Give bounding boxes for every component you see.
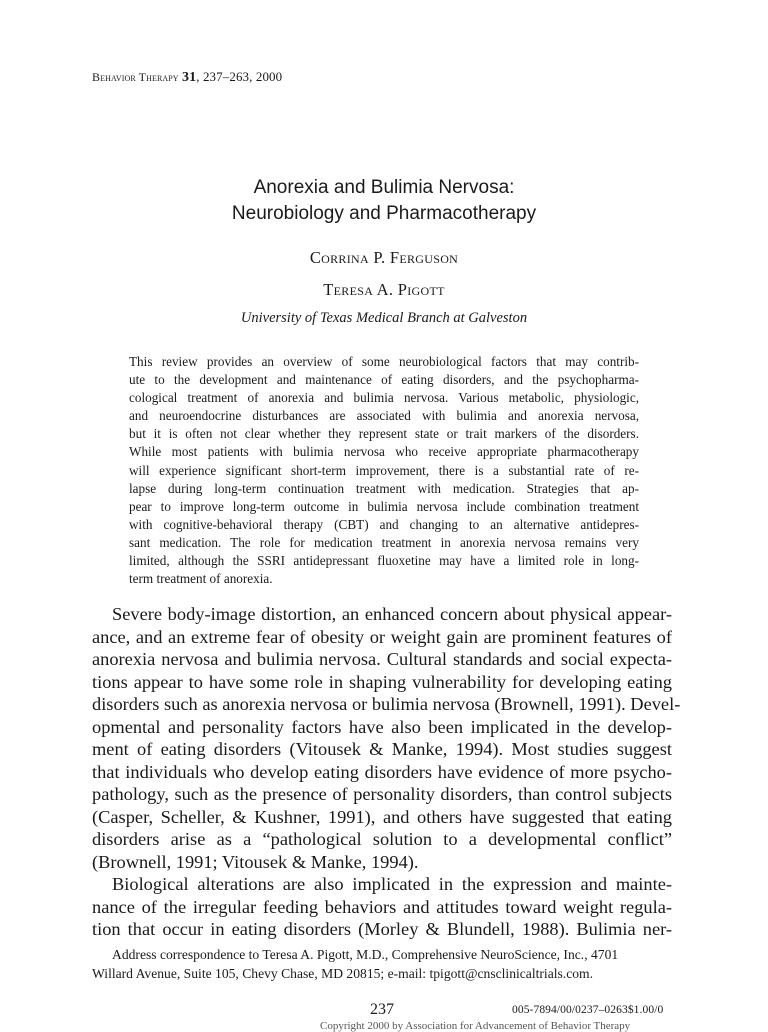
abstract-line: with cognitive-behavioral therapy (CBT) and changing to an alternative antidepres-: [129, 516, 639, 532]
abstract-line: and neuroendocrine disturbances are associated with bulimia and anorexia nervosa,: [129, 408, 639, 424]
footnote-line: Address correspondence to Teresa A. Pigott, M.D., Comprehensive NeuroScience, Inc., 4701: [112, 947, 619, 962]
abstract-line: While most patients with bulimia nervosa who receive appropriate pharmacotherapy: [129, 444, 639, 460]
author-1: Corrina P. Ferguson: [309, 248, 459, 267]
abstract-line: but it is often not clear whether they represent state or trait markers of the disorders.: [129, 426, 639, 442]
body-line: opmental and personality factors have also been implicated in the develop-: [92, 716, 672, 737]
article-identifier: 005-7894/00/0237–0263$1.00/0: [512, 1004, 664, 1016]
article-title-line-2: Neurobiology and Pharmacotherapy: [231, 203, 537, 224]
correspondence-footnote: [92, 945, 672, 983]
footnote-line: Willard Avenue, Suite 105, Chevy Chase, MD 20815; e-mail: tpigott@cnsclinicaltrials.com.: [92, 966, 594, 981]
body-line: tion that occur in eating disorders (Morley & Blundell, 1988). Bulimia ner-: [92, 919, 672, 939]
body-line: (Casper, Scheller, & Kushner, 1991), and others have suggested that eating: [92, 806, 672, 827]
body-line: ment of eating disorders (Vitousek & Manke, 1994). Most studies suggest: [92, 739, 672, 759]
body-line: ance, and an extreme fear of obesity or weight gain are prominent features of: [92, 626, 672, 647]
abstract-line: lapse during long-term continuation treatment with medication. Strategies that ap-: [129, 480, 639, 496]
abstract-line: sant medication. The role for medication treatment in anorexia nervosa remains very: [129, 534, 639, 550]
article-title: [0, 175, 768, 227]
abstract-line: This review provides an overview of some neurobiological factors that may contrib-: [129, 354, 639, 369]
body-line: nance of the irregular feeding behaviors and attitudes toward weight regula-: [92, 896, 672, 917]
abstract-line: cological treatment of anorexia and bulimia nervosa. Various metabolic, physiologic,: [129, 390, 639, 406]
abstract-line: pear to improve long-term outcome in bulimia nervosa include combination treatment: [129, 498, 639, 514]
author-2: Teresa A. Pigott: [323, 280, 445, 299]
author-affiliation: University of Texas Medical Branch at Galveston: [240, 310, 528, 326]
abstract-line: limited, although the SSRI antidepressant fluoxetine may have a limited role in long-: [129, 553, 639, 569]
body-line: pathology, such as the presence of personality disorders, than control subjects: [92, 784, 672, 804]
abstract: [129, 353, 639, 588]
abstract-line: ute to the development and maintenance of eating disorders, and the psychopharma-: [129, 372, 639, 388]
body-line: (Brownell, 1991; Vitousek & Manke, 1994).: [92, 851, 419, 872]
body-line: that individuals who develop eating disorders have evidence of more psycho-: [92, 761, 672, 782]
body-line: tions appear to have some role in shaping vulnerability for developing eating: [92, 671, 672, 692]
running-header: [92, 69, 282, 86]
article-title-line-1: Anorexia and Bulimia Nervosa:: [253, 177, 515, 198]
body-text: [92, 603, 681, 941]
abstract-line: term treatment of anorexia.: [129, 571, 273, 587]
body-line: anorexia nervosa and bulimia nervosa. Cultural standards and social expecta-: [92, 649, 672, 669]
body-line: disorders such as anorexia nervosa or bulimia nervosa (Brownell, 1991). Devel-: [92, 694, 681, 714]
journal-volume: 31: [182, 70, 197, 85]
page-number: 237: [370, 1001, 394, 1018]
body-line: Biological alterations are also implicated in the expression and mainte-: [112, 874, 672, 894]
journal-pages-year: , 237–263, 2000: [196, 69, 283, 84]
body-line: disorders arise as a “pathological solution to a developmental conflict”: [92, 829, 672, 849]
copyright-line: Copyright 2000 by Association for Advancement of Behavior Therapy: [320, 1020, 631, 1032]
journal-name: Behavior Therapy: [92, 70, 179, 84]
body-line: Severe body-image distortion, an enhanced concern about physical appear-: [112, 604, 672, 624]
abstract-line: will experience significant short-term improvement, there is a substantial rate of re-: [129, 462, 639, 478]
